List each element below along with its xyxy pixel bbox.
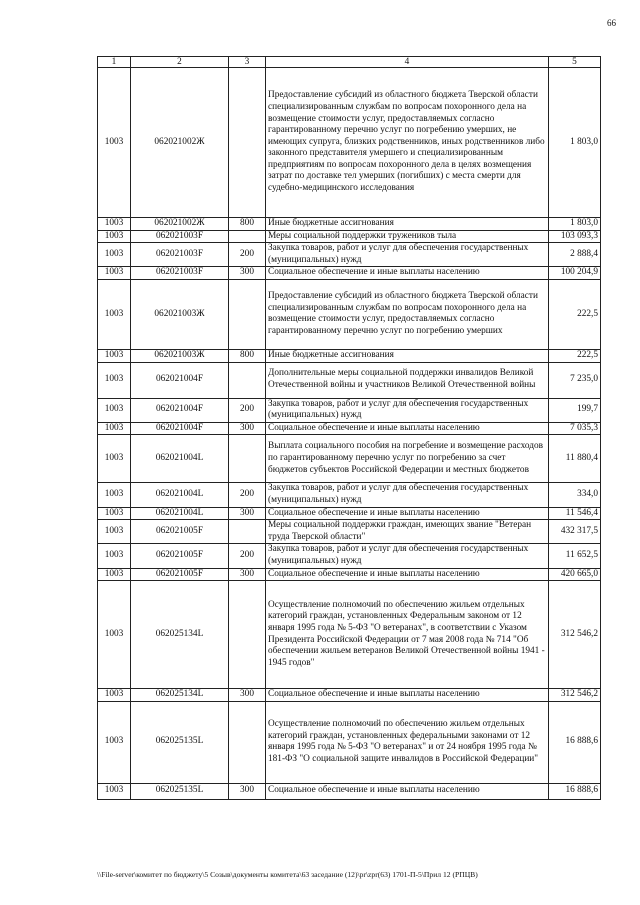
amount-cell: 312 546,2	[549, 689, 601, 702]
table-row	[98, 68, 601, 218]
amount-cell: 16 888,6	[549, 701, 601, 783]
target-article-cell: 062021002Ж	[131, 68, 229, 218]
amount-cell: 312 546,2	[549, 581, 601, 689]
target-article-cell: 062021003F	[131, 243, 229, 267]
header-cell-1: 1	[98, 57, 131, 68]
target-article-cell: 062021003F	[131, 267, 229, 280]
expense-type-cell: 200	[229, 544, 266, 568]
expense-type-cell	[229, 230, 266, 243]
target-article-cell: 062021004F	[131, 398, 229, 422]
section-code-cell: 1003	[98, 362, 131, 398]
amount-cell: 11 546,4	[549, 507, 601, 520]
section-code-cell: 1003	[98, 544, 131, 568]
expense-type-cell: 300	[229, 507, 266, 520]
section-code-cell: 1003	[98, 581, 131, 689]
amount-cell: 334,0	[549, 483, 601, 507]
table-row	[98, 243, 601, 267]
target-article-cell: 062021004L	[131, 435, 229, 483]
section-code-cell: 1003	[98, 230, 131, 243]
target-article-cell: 062025134L	[131, 581, 229, 689]
target-article-cell: 062021005F	[131, 568, 229, 581]
section-code-cell: 1003	[98, 243, 131, 267]
target-article-cell: 062021004L	[131, 507, 229, 520]
section-code-cell: 1003	[98, 483, 131, 507]
expense-type-cell	[229, 701, 266, 783]
table-row	[98, 398, 601, 422]
table-row	[98, 483, 601, 507]
section-code-cell: 1003	[98, 267, 131, 280]
description-cell: Осуществление полномочий по обеспечению жильем отдельных категорий граждан, установленных Федеральным законом от 12 января 1995 года № 5-ФЗ "О ветеранах", в соответствии с Указом Президента Российской Федерации от 7 мая 2008 года № 714 "Об обеспечении жильем ветеранов Великой Отечественной войны 1941 - 1945 годов"	[266, 581, 549, 689]
table-row	[98, 362, 601, 398]
expense-type-cell	[229, 279, 266, 349]
table-row	[98, 349, 601, 362]
section-code-cell: 1003	[98, 520, 131, 544]
target-article-cell: 062021004F	[131, 362, 229, 398]
table-row	[98, 568, 601, 581]
description-cell: Социальное обеспечение и иные выплаты населению	[266, 422, 549, 435]
header-cell-4: 4	[266, 57, 549, 68]
amount-cell: 1 803,0	[549, 218, 601, 231]
description-cell: Закупка товаров, работ и услуг для обеспечения государственных (муниципальных) нужд	[266, 243, 549, 267]
section-code-cell: 1003	[98, 68, 131, 218]
expense-type-cell: 200	[229, 483, 266, 507]
target-article-cell: 062021002Ж	[131, 218, 229, 231]
target-article-cell: 062021005F	[131, 544, 229, 568]
section-code-cell: 1003	[98, 218, 131, 231]
description-cell: Меры социальной поддержки тружеников тыла	[266, 230, 549, 243]
page-number: 66	[607, 18, 616, 28]
target-article-cell: 062021004L	[131, 483, 229, 507]
description-cell: Иные бюджетные ассигнования	[266, 349, 549, 362]
description-cell: Социальное обеспечение и иные выплаты населению	[266, 568, 549, 581]
expense-type-cell: 300	[229, 568, 266, 581]
expense-type-cell: 300	[229, 267, 266, 280]
target-article-cell: 062021005F	[131, 520, 229, 544]
expense-type-cell	[229, 520, 266, 544]
table-row	[98, 544, 601, 568]
file-path-footer: \\File-server\комитет по бюджету\5 Созыв\документы комитета\63 заседание (12)\pr\zpr(63) 1701-П-5\Прил 12 (РПЦВ)	[97, 870, 478, 879]
description-cell: Дополнительные меры социальной поддержки инвалидов Великой Отечественной войны и участников Великой Отечественной войны	[266, 362, 549, 398]
expense-type-cell: 800	[229, 218, 266, 231]
budget-table	[97, 56, 601, 800]
target-article-cell: 062021003F	[131, 230, 229, 243]
expense-type-cell	[229, 581, 266, 689]
amount-cell: 103 093,3	[549, 230, 601, 243]
section-code-cell: 1003	[98, 398, 131, 422]
table-row	[98, 507, 601, 520]
expense-type-cell: 300	[229, 783, 266, 799]
target-article-cell: 062025135L	[131, 783, 229, 799]
section-code-cell: 1003	[98, 783, 131, 799]
section-code-cell: 1003	[98, 422, 131, 435]
target-article-cell: 062021003Ж	[131, 279, 229, 349]
expense-type-cell: 300	[229, 422, 266, 435]
header-cell-2: 2	[131, 57, 229, 68]
amount-cell: 432 317,5	[549, 520, 601, 544]
expense-type-cell: 800	[229, 349, 266, 362]
expense-type-cell	[229, 435, 266, 483]
description-cell: Социальное обеспечение и иные выплаты населению	[266, 689, 549, 702]
table-row	[98, 581, 601, 689]
table-row	[98, 267, 601, 280]
description-cell: Закупка товаров, работ и услуг для обеспечения государственных (муниципальных) нужд	[266, 483, 549, 507]
amount-cell: 222,5	[549, 349, 601, 362]
header-cell-5: 5	[549, 57, 601, 68]
amount-cell: 1 803,0	[549, 68, 601, 218]
expense-type-cell	[229, 68, 266, 218]
table-row	[98, 520, 601, 544]
amount-cell: 199,7	[549, 398, 601, 422]
expense-type-cell: 200	[229, 398, 266, 422]
section-code-cell: 1003	[98, 349, 131, 362]
table-row	[98, 230, 601, 243]
description-cell: Предоставление субсидий из областного бюджета Тверской области специализированным службам по вопросам похоронного дела на возмещение стоимости услуг, предоставляемых согласно гарантированному перечню услуг по погребению умерших, не имеющих супруга, близких родственников, иных родственников либо законного представителя умершего и специализированным предприятиям по вопросам похоронного дела в целях возмещения затрат по доставке тел умерших (погибших) с места смерти для судебно-медицинского исследования	[266, 68, 549, 218]
table-row	[98, 279, 601, 349]
table-header-row	[98, 57, 601, 68]
target-article-cell: 062021004F	[131, 422, 229, 435]
section-code-cell: 1003	[98, 507, 131, 520]
header-cell-3: 3	[229, 57, 266, 68]
description-cell: Иные бюджетные ассигнования	[266, 218, 549, 231]
table-row	[98, 435, 601, 483]
section-code-cell: 1003	[98, 279, 131, 349]
description-cell: Социальное обеспечение и иные выплаты населению	[266, 783, 549, 799]
table-row	[98, 689, 601, 702]
description-cell: Предоставление субсидий из областного бюджета Тверской области специализированным службам по вопросам похоронного дела на возмещение стоимости услуг, предоставляемых согласно гарантированному перечню услуг по погребению умерших	[266, 279, 549, 349]
description-cell: Социальное обеспечение и иные выплаты населению	[266, 267, 549, 280]
section-code-cell: 1003	[98, 435, 131, 483]
amount-cell: 11 880,4	[549, 435, 601, 483]
table-row	[98, 218, 601, 231]
target-article-cell: 062025134L	[131, 689, 229, 702]
amount-cell: 7 235,0	[549, 362, 601, 398]
target-article-cell: 062021003Ж	[131, 349, 229, 362]
expense-type-cell	[229, 362, 266, 398]
amount-cell: 420 665,0	[549, 568, 601, 581]
section-code-cell: 1003	[98, 701, 131, 783]
budget-table-body	[98, 57, 601, 800]
description-cell: Выплата социального пособия на погребение и возмещение расходов по гарантированному перечню услуг по погребению за счет бюджетов субъектов Российской Федерации и местных бюджетов	[266, 435, 549, 483]
amount-cell: 222,5	[549, 279, 601, 349]
amount-cell: 100 204,9	[549, 267, 601, 280]
amount-cell: 7 035,3	[549, 422, 601, 435]
section-code-cell: 1003	[98, 689, 131, 702]
description-cell: Меры социальной поддержки граждан, имеющих звание "Ветеран труда Тверской области"	[266, 520, 549, 544]
description-cell: Закупка товаров, работ и услуг для обеспечения государственных (муниципальных) нужд	[266, 398, 549, 422]
table-row	[98, 422, 601, 435]
target-article-cell: 062025135L	[131, 701, 229, 783]
description-cell: Социальное обеспечение и иные выплаты населению	[266, 507, 549, 520]
amount-cell: 11 652,5	[549, 544, 601, 568]
description-cell: Закупка товаров, работ и услуг для обеспечения государственных (муниципальных) нужд	[266, 544, 549, 568]
table-row	[98, 701, 601, 783]
amount-cell: 2 888,4	[549, 243, 601, 267]
expense-type-cell: 300	[229, 689, 266, 702]
expense-type-cell: 200	[229, 243, 266, 267]
amount-cell: 16 888,6	[549, 783, 601, 799]
section-code-cell: 1003	[98, 568, 131, 581]
description-cell: Осуществление полномочий по обеспечению жильем отдельных категорий граждан, установленных федеральными законами от 12 января 1995 года № 5-ФЗ "О ветеранах" и от 24 ноября 1995 года № 181-ФЗ "О социальной защите инвалидов в Российской Федерации"	[266, 701, 549, 783]
table-row	[98, 783, 601, 799]
